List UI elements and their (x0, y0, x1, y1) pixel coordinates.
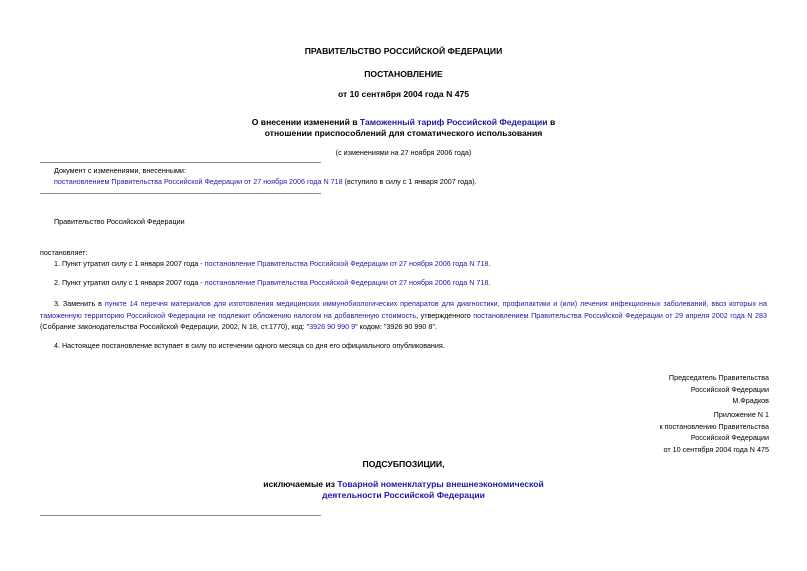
paragraph-3-list-link[interactable]: пункте 14 перечня материалов для изготовления медицинских иммунобиологических препаратов для диагностики, профилактики и (или) лечения инфекционных заболеваний, ввоз которых на таможенную территорию Российской Федерации не подлежит обложению налогом на добавленную стоимость (40, 299, 767, 320)
document-date-number: от 10 сентября 2004 года N 475 (337, 89, 470, 99)
resolves-text: постановляет: (40, 248, 88, 257)
paragraph-3-resolution-link[interactable]: постановлением Правительства Российской Федерации от 29 апреля 2002 года N 283 (473, 310, 767, 320)
subpositions-prefix: исключаемые из (263, 479, 338, 489)
appendix-date: от 10 сентября 2004 года N 475 (663, 444, 769, 454)
paragraph-3-code-link[interactable]: 3926 90 990 9 (309, 322, 356, 331)
paragraph-3-text: 3. Заменить в (54, 299, 105, 308)
signature-title: Председатель Правительства (668, 373, 769, 382)
paragraph-3-mid: , утвержденного (416, 310, 474, 320)
revision-note: (с изменениями на 27 ноября 2006 года) (335, 148, 472, 157)
changes-intro: Документ с изменениями, внесенными: (54, 166, 186, 175)
paragraph-2-link[interactable]: постановление Правительства Российской Федерации от 27 ноября 2006 года N 718 (204, 278, 489, 287)
appendix-country: Российской Федерации (690, 433, 769, 442)
appendix-block (560, 409, 769, 455)
title-prefix: О внесении изменений в (251, 117, 360, 127)
document-title (0, 117, 807, 127)
signature-name: М.Фрадков (732, 396, 769, 405)
title-suffix: в (547, 117, 556, 127)
paragraph-3 (40, 298, 767, 333)
customs-tariff-link[interactable]: Таможенный тариф Российской Федерации (359, 117, 548, 127)
document-title-line2: отношении приспособлений для стоматического использования (264, 128, 543, 138)
appendix-ref: к постановлению Правительства (659, 421, 769, 431)
changes-top-rule (40, 162, 321, 163)
paragraph-2 (54, 278, 490, 288)
document-type: ПОСТАНОВЛЕНИЕ (364, 69, 443, 79)
bottom-rule (40, 515, 321, 516)
amendment-effective-note: (вступило в силу с 1 января 2007 года). (342, 177, 477, 186)
changes-line (54, 177, 477, 187)
paragraph-2-text: 2. Пункт утратил силу с 1 января 2007 года - (54, 278, 205, 287)
signature-country: Российской Федерации (690, 384, 769, 394)
subpositions-subtitle (0, 479, 807, 489)
subpositions-title: ПОДСУБПОЗИЦИИ, (362, 459, 445, 469)
changes-bottom-rule (40, 193, 321, 194)
paragraph-1 (54, 259, 490, 269)
government-heading: ПРАВИТЕЛЬСТВО РОССИЙСКОЙ ФЕДЕРАЦИИ (304, 46, 503, 56)
paragraph-4: 4. Настоящее постановление вступает в силу по истечении одного месяца со дня его официального опубликования. (54, 341, 445, 350)
signature-block (560, 372, 769, 407)
nomenclature-link[interactable]: Товарной номенклатуры внешнеэкономической (337, 479, 544, 489)
paragraph-1-end: . (488, 259, 491, 268)
paragraph-3-end: " кодом: "3926 90 990 8". (355, 322, 437, 331)
nomenclature-link-line2[interactable]: деятельности Российской Федерации (322, 490, 485, 500)
paragraph-1-link[interactable]: постановление Правительства Российской Федерации от 27 ноября 2006 года N 718 (204, 259, 489, 268)
amendment-link[interactable]: постановлением Правительства Российской Федерации от 27 ноября 2006 года N 718 (54, 177, 343, 186)
paragraph-1-text: 1. Пункт утратил силу с 1 января 2007 года - (54, 259, 205, 268)
issuer-text: Правительство Российской Федерации (54, 217, 185, 226)
paragraph-3-mid2: (Собрание законодательства Российской Федерации, 2002, N 18, ст.1770), код: " (40, 322, 310, 331)
appendix-number: Приложение N 1 (713, 410, 769, 419)
paragraph-2-end: . (488, 278, 491, 287)
